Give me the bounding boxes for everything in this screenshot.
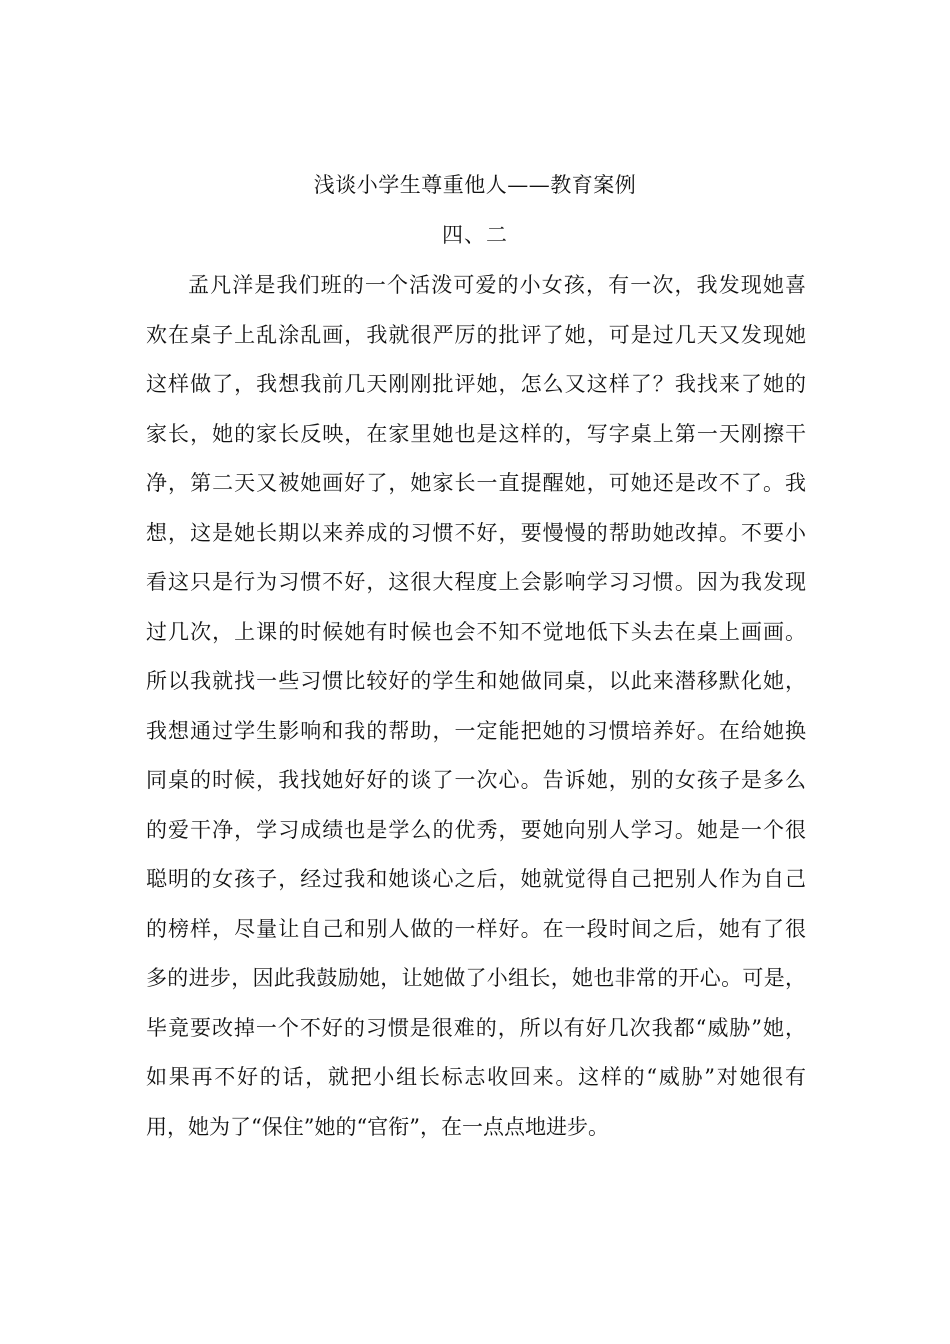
paragraph-line: 的榜样，尽量让自己和别人做的一样好。在一段时间之后，她有了很 [146, 916, 806, 941]
paragraph-line: 看这只是行为习惯不好，这很大程度上会影响学习习惯。因为我发现 [146, 570, 806, 594]
paragraph-line: 家长，她的家长反映，在家里她也是这样的，写字桌上第一天刚擦干 [146, 421, 806, 446]
paragraph-line: 孟凡洋是我们班的一个活泼可爱的小女孩，有一次，我发现她喜 [188, 273, 806, 297]
paragraph-line: 聪明的女孩子，经过我和她谈心之后，她就觉得自己把别人作为自己 [146, 867, 806, 891]
paragraph-line: 欢在桌子上乱涂乱画，我就很严厉的批评了她，可是过几天又发现她 [146, 322, 806, 347]
paragraph-line: 净，第二天又被她画好了，她家长一直提醒她，可她还是改不了。我 [146, 471, 806, 495]
paragraph-line: 的爱干净，学习成绩也是学么的优秀，要她向别人学习。她是一个很 [146, 817, 806, 842]
paragraph-line: 这样做了，我想我前几天刚刚批评她，怎么又这样了？我找来了她的 [146, 372, 806, 396]
paragraph-line: 想，这是她长期以来养成的习惯不好，要慢慢的帮助她改掉。不要小 [146, 520, 806, 545]
paragraph-line: 同桌的时候，我找她好好的谈了一次心。告诉她，别的女孩子是多么 [146, 768, 806, 792]
body-paragraph [146, 266, 806, 1157]
paragraph-line: 所以我就找一些习惯比较好的学生和她做同桌，以此来潜移默化她， [146, 669, 806, 693]
paragraph-line: 多的进步，因此我鼓励她，让她做了小组长，她也非常的开心。可是， [146, 966, 806, 990]
document-subtitle: 四、二 [442, 223, 508, 247]
paragraph-line: 用，她为了“保住”她的“官衔”，在一点点地进步。 [146, 1114, 609, 1139]
paragraph-line: 过几次，上课的时候她有时候也会不知不觉地低下头去在桌上画画。 [146, 619, 806, 644]
paragraph-line: 毕竟要改掉一个不好的习惯是很难的，所以有好几次我都“威胁”她， [146, 1015, 806, 1040]
paragraph-line: 我想通过学生影响和我的帮助，一定能把她的习惯培养好。在给她换 [146, 718, 806, 743]
paragraph-line: 如果再不好的话，就把小组长标志收回来。这样的“威胁”对她很有 [146, 1065, 806, 1089]
document-title: 浅谈小学生尊重他人——教育案例 [313, 173, 637, 197]
